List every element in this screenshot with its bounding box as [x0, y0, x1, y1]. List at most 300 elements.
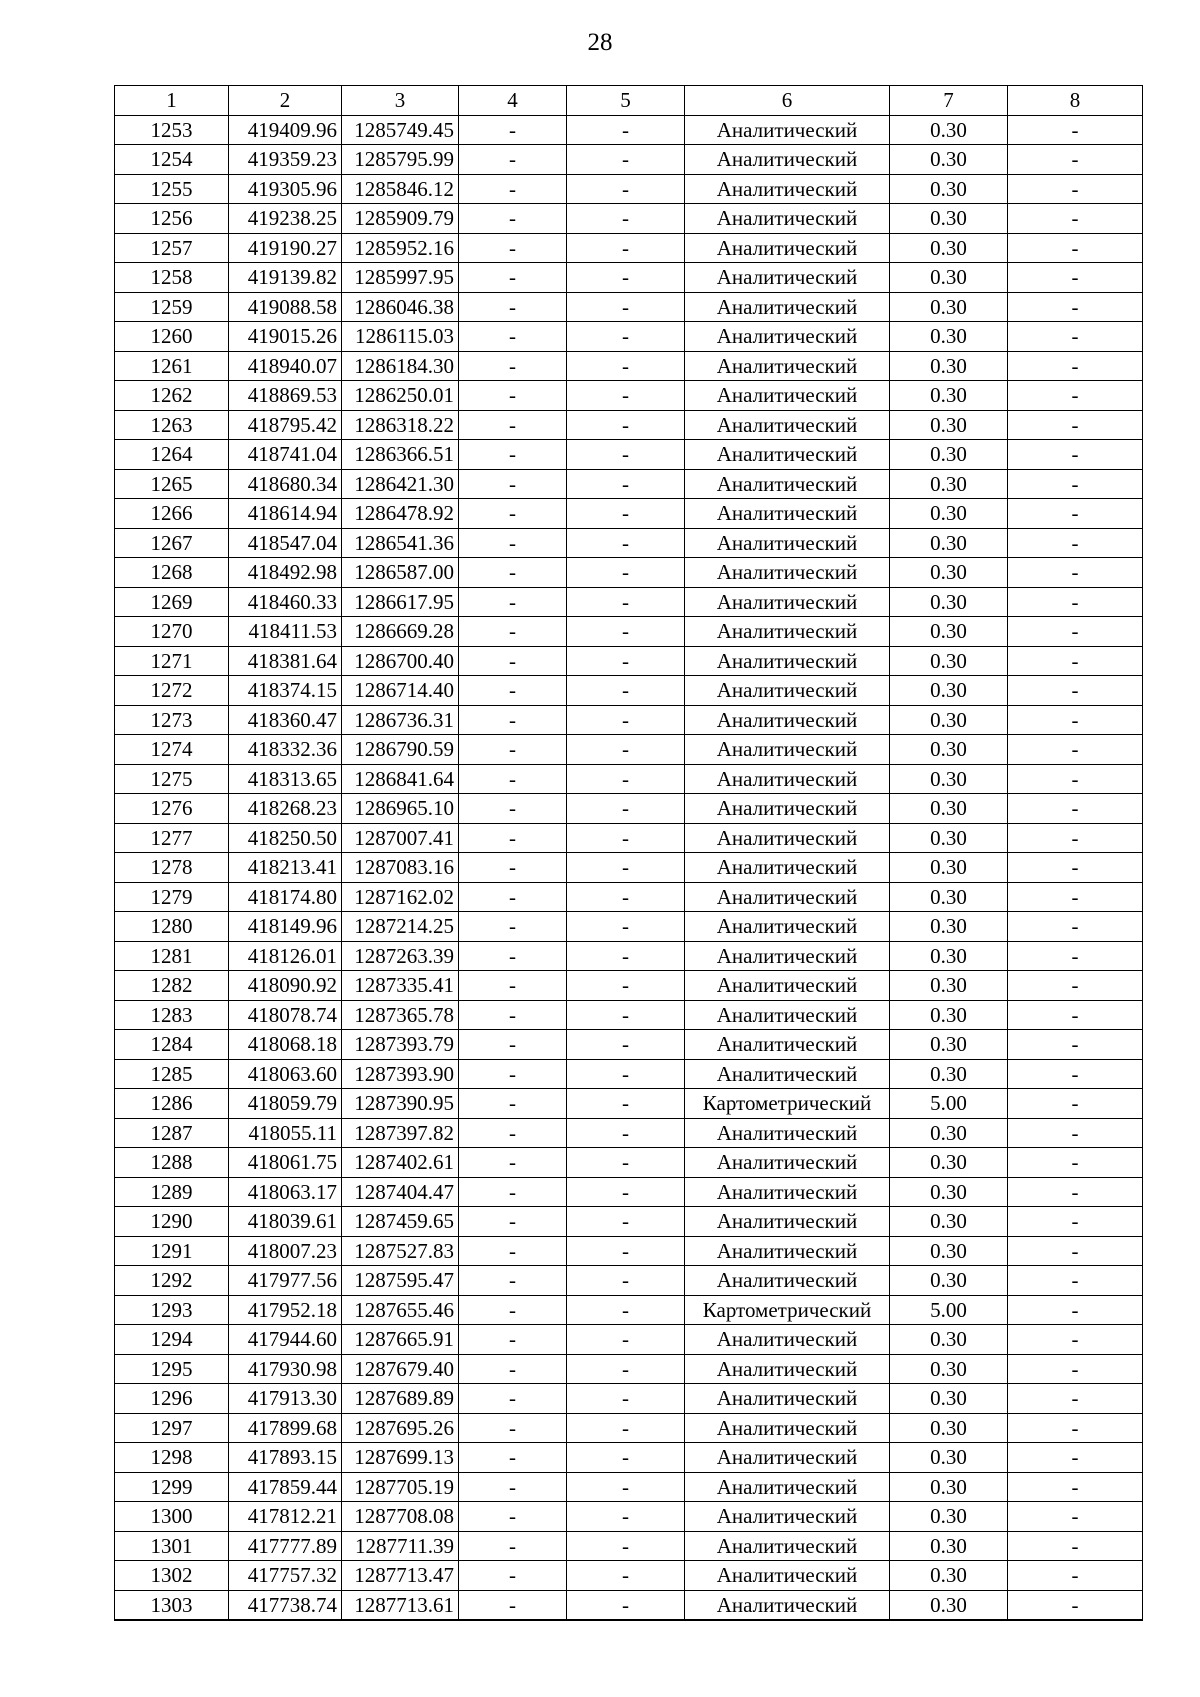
table-row — [115, 410, 1143, 440]
method-cell: Аналитический — [685, 1148, 890, 1178]
column-8-cell: - — [1008, 676, 1143, 706]
accuracy-cell: 0.30 — [890, 115, 1008, 145]
point-number-cell: 1268 — [115, 558, 229, 588]
column-8-cell: - — [1008, 440, 1143, 470]
column-4-cell: - — [459, 764, 567, 794]
accuracy-cell: 5.00 — [890, 1295, 1008, 1325]
y-coordinate-cell: 1285997.95 — [342, 263, 459, 293]
point-number-cell: 1266 — [115, 499, 229, 529]
table-row — [115, 499, 1143, 529]
column-4-cell: - — [459, 145, 567, 175]
x-coordinate-cell: 418007.23 — [229, 1236, 342, 1266]
accuracy-cell: 0.30 — [890, 1118, 1008, 1148]
column-5-cell: - — [567, 1030, 685, 1060]
column-8-cell: - — [1008, 322, 1143, 352]
column-4-cell: - — [459, 705, 567, 735]
column-4-cell: - — [459, 528, 567, 558]
y-coordinate-cell: 1287083.16 — [342, 853, 459, 883]
point-number-cell: 1281 — [115, 941, 229, 971]
y-coordinate-cell: 1287162.02 — [342, 882, 459, 912]
column-8-cell: - — [1008, 469, 1143, 499]
column-4-cell: - — [459, 1502, 567, 1532]
y-coordinate-cell: 1286965.10 — [342, 794, 459, 824]
column-8-cell: - — [1008, 912, 1143, 942]
x-coordinate-cell: 419238.25 — [229, 204, 342, 234]
method-cell: Аналитический — [685, 1000, 890, 1030]
table-row — [115, 1590, 1143, 1620]
method-cell: Аналитический — [685, 351, 890, 381]
point-number-cell: 1299 — [115, 1472, 229, 1502]
method-cell: Аналитический — [685, 115, 890, 145]
method-cell: Аналитический — [685, 794, 890, 824]
column-header: 8 — [1008, 86, 1143, 116]
method-cell: Картометрический — [685, 1295, 890, 1325]
point-number-cell: 1267 — [115, 528, 229, 558]
method-cell: Аналитический — [685, 1030, 890, 1060]
x-coordinate-cell: 417930.98 — [229, 1354, 342, 1384]
accuracy-cell: 0.30 — [890, 322, 1008, 352]
y-coordinate-cell: 1287335.41 — [342, 971, 459, 1001]
point-number-cell: 1280 — [115, 912, 229, 942]
column-8-cell: - — [1008, 971, 1143, 1001]
column-8-cell: - — [1008, 145, 1143, 175]
y-coordinate-cell: 1285952.16 — [342, 233, 459, 263]
accuracy-cell: 0.30 — [890, 676, 1008, 706]
column-8-cell: - — [1008, 1089, 1143, 1119]
column-8-cell: - — [1008, 1030, 1143, 1060]
accuracy-cell: 0.30 — [890, 469, 1008, 499]
column-4-cell: - — [459, 1561, 567, 1591]
x-coordinate-cell: 418374.15 — [229, 676, 342, 706]
x-coordinate-cell: 418547.04 — [229, 528, 342, 558]
method-cell: Аналитический — [685, 941, 890, 971]
column-8-cell: - — [1008, 292, 1143, 322]
column-8-cell: - — [1008, 499, 1143, 529]
x-coordinate-cell: 417859.44 — [229, 1472, 342, 1502]
y-coordinate-cell: 1287713.61 — [342, 1590, 459, 1620]
column-4-cell: - — [459, 440, 567, 470]
column-4-cell: - — [459, 174, 567, 204]
y-coordinate-cell: 1287699.13 — [342, 1443, 459, 1473]
point-number-cell: 1259 — [115, 292, 229, 322]
method-cell: Аналитический — [685, 440, 890, 470]
method-cell: Аналитический — [685, 263, 890, 293]
x-coordinate-cell: 419359.23 — [229, 145, 342, 175]
point-number-cell: 1262 — [115, 381, 229, 411]
table-row — [115, 558, 1143, 588]
point-number-cell: 1287 — [115, 1118, 229, 1148]
column-5-cell: - — [567, 1354, 685, 1384]
x-coordinate-cell: 419015.26 — [229, 322, 342, 352]
accuracy-cell: 0.30 — [890, 233, 1008, 263]
column-5-cell: - — [567, 1000, 685, 1030]
column-5-cell: - — [567, 1443, 685, 1473]
column-8-cell: - — [1008, 646, 1143, 676]
column-4-cell: - — [459, 1236, 567, 1266]
table-row — [115, 617, 1143, 647]
column-5-cell: - — [567, 941, 685, 971]
column-header: 6 — [685, 86, 890, 116]
column-4-cell: - — [459, 1000, 567, 1030]
point-number-cell: 1253 — [115, 115, 229, 145]
method-cell: Аналитический — [685, 499, 890, 529]
column-4-cell: - — [459, 1472, 567, 1502]
y-coordinate-cell: 1287214.25 — [342, 912, 459, 942]
table-row — [115, 292, 1143, 322]
table-row — [115, 174, 1143, 204]
column-5-cell: - — [567, 735, 685, 765]
accuracy-cell: 0.30 — [890, 499, 1008, 529]
y-coordinate-cell: 1286046.38 — [342, 292, 459, 322]
accuracy-cell: 0.30 — [890, 1059, 1008, 1089]
accuracy-cell: 0.30 — [890, 145, 1008, 175]
column-8-cell: - — [1008, 882, 1143, 912]
column-4-cell: - — [459, 233, 567, 263]
column-4-cell: - — [459, 499, 567, 529]
method-cell: Аналитический — [685, 469, 890, 499]
column-8-cell: - — [1008, 1354, 1143, 1384]
y-coordinate-cell: 1287365.78 — [342, 1000, 459, 1030]
table-row — [115, 823, 1143, 853]
x-coordinate-cell: 418313.65 — [229, 764, 342, 794]
accuracy-cell: 0.30 — [890, 882, 1008, 912]
table-row — [115, 469, 1143, 499]
x-coordinate-cell: 418090.92 — [229, 971, 342, 1001]
point-number-cell: 1294 — [115, 1325, 229, 1355]
y-coordinate-cell: 1287689.89 — [342, 1384, 459, 1414]
y-coordinate-cell: 1287705.19 — [342, 1472, 459, 1502]
x-coordinate-cell: 417899.68 — [229, 1413, 342, 1443]
column-8-cell: - — [1008, 204, 1143, 234]
column-4-cell: - — [459, 410, 567, 440]
column-5-cell: - — [567, 322, 685, 352]
y-coordinate-cell: 1287695.26 — [342, 1413, 459, 1443]
table-row — [115, 1325, 1143, 1355]
table-row — [115, 1472, 1143, 1502]
point-number-cell: 1300 — [115, 1502, 229, 1532]
column-4-cell: - — [459, 263, 567, 293]
y-coordinate-cell: 1286669.28 — [342, 617, 459, 647]
column-5-cell: - — [567, 853, 685, 883]
x-coordinate-cell: 419409.96 — [229, 115, 342, 145]
y-coordinate-cell: 1287708.08 — [342, 1502, 459, 1532]
accuracy-cell: 5.00 — [890, 1089, 1008, 1119]
accuracy-cell: 0.30 — [890, 1472, 1008, 1502]
table-row — [115, 1384, 1143, 1414]
point-number-cell: 1277 — [115, 823, 229, 853]
x-coordinate-cell: 419088.58 — [229, 292, 342, 322]
column-8-cell: - — [1008, 174, 1143, 204]
point-number-cell: 1302 — [115, 1561, 229, 1591]
column-4-cell: - — [459, 322, 567, 352]
point-number-cell: 1301 — [115, 1531, 229, 1561]
column-8-cell: - — [1008, 1413, 1143, 1443]
method-cell: Аналитический — [685, 1561, 890, 1591]
column-5-cell: - — [567, 1177, 685, 1207]
x-coordinate-cell: 417777.89 — [229, 1531, 342, 1561]
column-4-cell: - — [459, 1531, 567, 1561]
column-8-cell: - — [1008, 1472, 1143, 1502]
table-row — [115, 587, 1143, 617]
method-cell: Аналитический — [685, 322, 890, 352]
accuracy-cell: 0.30 — [890, 1000, 1008, 1030]
accuracy-cell: 0.30 — [890, 1236, 1008, 1266]
column-8-cell: - — [1008, 410, 1143, 440]
y-coordinate-cell: 1286115.03 — [342, 322, 459, 352]
column-5-cell: - — [567, 351, 685, 381]
y-coordinate-cell: 1287397.82 — [342, 1118, 459, 1148]
x-coordinate-cell: 418680.34 — [229, 469, 342, 499]
point-number-cell: 1298 — [115, 1443, 229, 1473]
y-coordinate-cell: 1287713.47 — [342, 1561, 459, 1591]
column-5-cell: - — [567, 440, 685, 470]
y-coordinate-cell: 1287402.61 — [342, 1148, 459, 1178]
accuracy-cell: 0.30 — [890, 351, 1008, 381]
column-8-cell: - — [1008, 263, 1143, 293]
x-coordinate-cell: 418213.41 — [229, 853, 342, 883]
method-cell: Аналитический — [685, 1325, 890, 1355]
x-coordinate-cell: 418061.75 — [229, 1148, 342, 1178]
table-row — [115, 1413, 1143, 1443]
point-number-cell: 1263 — [115, 410, 229, 440]
point-number-cell: 1260 — [115, 322, 229, 352]
point-number-cell: 1292 — [115, 1266, 229, 1296]
table-row — [115, 1177, 1143, 1207]
y-coordinate-cell: 1287390.95 — [342, 1089, 459, 1119]
table-row — [115, 1089, 1143, 1119]
y-coordinate-cell: 1287404.47 — [342, 1177, 459, 1207]
point-number-cell: 1285 — [115, 1059, 229, 1089]
column-header: 7 — [890, 86, 1008, 116]
column-4-cell: - — [459, 941, 567, 971]
column-8-cell: - — [1008, 233, 1143, 263]
method-cell: Аналитический — [685, 587, 890, 617]
column-4-cell: - — [459, 1148, 567, 1178]
point-number-cell: 1264 — [115, 440, 229, 470]
column-8-cell: - — [1008, 1325, 1143, 1355]
column-4-cell: - — [459, 1413, 567, 1443]
column-5-cell: - — [567, 381, 685, 411]
method-cell: Аналитический — [685, 971, 890, 1001]
column-8-cell: - — [1008, 794, 1143, 824]
column-5-cell: - — [567, 1472, 685, 1502]
column-5-cell: - — [567, 882, 685, 912]
accuracy-cell: 0.30 — [890, 1354, 1008, 1384]
column-4-cell: - — [459, 1266, 567, 1296]
column-8-cell: - — [1008, 853, 1143, 883]
method-cell: Аналитический — [685, 1059, 890, 1089]
point-number-cell: 1288 — [115, 1148, 229, 1178]
column-8-cell: - — [1008, 1000, 1143, 1030]
x-coordinate-cell: 418149.96 — [229, 912, 342, 942]
y-coordinate-cell: 1286841.64 — [342, 764, 459, 794]
table-row — [115, 735, 1143, 765]
y-coordinate-cell: 1286366.51 — [342, 440, 459, 470]
accuracy-cell: 0.30 — [890, 528, 1008, 558]
column-4-cell: - — [459, 1384, 567, 1414]
y-coordinate-cell: 1287595.47 — [342, 1266, 459, 1296]
column-8-cell: - — [1008, 115, 1143, 145]
y-coordinate-cell: 1286587.00 — [342, 558, 459, 588]
column-5-cell: - — [567, 912, 685, 942]
column-4-cell: - — [459, 735, 567, 765]
point-number-cell: 1286 — [115, 1089, 229, 1119]
column-5-cell: - — [567, 145, 685, 175]
point-number-cell: 1303 — [115, 1590, 229, 1620]
page-number: 28 — [587, 29, 613, 56]
method-cell: Аналитический — [685, 1472, 890, 1502]
x-coordinate-cell: 417893.15 — [229, 1443, 342, 1473]
point-number-cell: 1282 — [115, 971, 229, 1001]
y-coordinate-cell: 1286541.36 — [342, 528, 459, 558]
accuracy-cell: 0.30 — [890, 1325, 1008, 1355]
y-coordinate-cell: 1287679.40 — [342, 1354, 459, 1384]
column-8-cell: - — [1008, 764, 1143, 794]
column-8-cell: - — [1008, 1561, 1143, 1591]
accuracy-cell: 0.30 — [890, 735, 1008, 765]
column-5-cell: - — [567, 1413, 685, 1443]
column-8-cell: - — [1008, 528, 1143, 558]
y-coordinate-cell: 1286617.95 — [342, 587, 459, 617]
column-5-cell: - — [567, 263, 685, 293]
accuracy-cell: 0.30 — [890, 823, 1008, 853]
column-8-cell: - — [1008, 1502, 1143, 1532]
accuracy-cell: 0.30 — [890, 1207, 1008, 1237]
point-number-cell: 1279 — [115, 882, 229, 912]
table-row — [115, 1207, 1143, 1237]
table-row — [115, 705, 1143, 735]
accuracy-cell: 0.30 — [890, 941, 1008, 971]
y-coordinate-cell: 1286700.40 — [342, 646, 459, 676]
column-4-cell: - — [459, 1089, 567, 1119]
accuracy-cell: 0.30 — [890, 263, 1008, 293]
column-header: 1 — [115, 86, 229, 116]
x-coordinate-cell: 418068.18 — [229, 1030, 342, 1060]
column-4-cell: - — [459, 882, 567, 912]
accuracy-cell: 0.30 — [890, 617, 1008, 647]
column-5-cell: - — [567, 646, 685, 676]
x-coordinate-cell: 417738.74 — [229, 1590, 342, 1620]
column-8-cell: - — [1008, 1443, 1143, 1473]
x-coordinate-cell: 418795.42 — [229, 410, 342, 440]
column-5-cell: - — [567, 1236, 685, 1266]
column-4-cell: - — [459, 115, 567, 145]
point-number-cell: 1289 — [115, 1177, 229, 1207]
column-5-cell: - — [567, 764, 685, 794]
column-4-cell: - — [459, 1295, 567, 1325]
x-coordinate-cell: 418381.64 — [229, 646, 342, 676]
method-cell: Аналитический — [685, 410, 890, 440]
x-coordinate-cell: 418869.53 — [229, 381, 342, 411]
x-coordinate-cell: 418126.01 — [229, 941, 342, 971]
accuracy-cell: 0.30 — [890, 853, 1008, 883]
column-8-cell: - — [1008, 1266, 1143, 1296]
accuracy-cell: 0.30 — [890, 1502, 1008, 1532]
column-8-cell: - — [1008, 823, 1143, 853]
column-8-cell: - — [1008, 558, 1143, 588]
table-header-row — [115, 86, 1143, 116]
method-cell: Аналитический — [685, 1177, 890, 1207]
x-coordinate-cell: 418492.98 — [229, 558, 342, 588]
table-row — [115, 1561, 1143, 1591]
table-row — [115, 381, 1143, 411]
column-4-cell: - — [459, 1207, 567, 1237]
accuracy-cell: 0.30 — [890, 1384, 1008, 1414]
method-cell: Аналитический — [685, 882, 890, 912]
accuracy-cell: 0.30 — [890, 1590, 1008, 1620]
table-row — [115, 853, 1143, 883]
x-coordinate-cell: 418039.61 — [229, 1207, 342, 1237]
column-5-cell: - — [567, 971, 685, 1001]
column-4-cell: - — [459, 1354, 567, 1384]
column-4-cell: - — [459, 1030, 567, 1060]
column-5-cell: - — [567, 1502, 685, 1532]
column-4-cell: - — [459, 676, 567, 706]
column-5-cell: - — [567, 1561, 685, 1591]
column-4-cell: - — [459, 469, 567, 499]
column-8-cell: - — [1008, 1148, 1143, 1178]
table-row — [115, 322, 1143, 352]
x-coordinate-cell: 418940.07 — [229, 351, 342, 381]
column-8-cell: - — [1008, 705, 1143, 735]
column-5-cell: - — [567, 1531, 685, 1561]
method-cell: Аналитический — [685, 676, 890, 706]
y-coordinate-cell: 1286790.59 — [342, 735, 459, 765]
accuracy-cell: 0.30 — [890, 794, 1008, 824]
table-row — [115, 1531, 1143, 1561]
method-cell: Аналитический — [685, 1413, 890, 1443]
method-cell: Аналитический — [685, 853, 890, 883]
y-coordinate-cell: 1287711.39 — [342, 1531, 459, 1561]
accuracy-cell: 0.30 — [890, 292, 1008, 322]
method-cell: Аналитический — [685, 1207, 890, 1237]
table-row — [115, 1502, 1143, 1532]
x-coordinate-cell: 418063.17 — [229, 1177, 342, 1207]
column-4-cell: - — [459, 912, 567, 942]
x-coordinate-cell: 417944.60 — [229, 1325, 342, 1355]
accuracy-cell: 0.30 — [890, 410, 1008, 440]
column-5-cell: - — [567, 558, 685, 588]
column-4-cell: - — [459, 351, 567, 381]
column-8-cell: - — [1008, 587, 1143, 617]
x-coordinate-cell: 418741.04 — [229, 440, 342, 470]
table-row — [115, 941, 1143, 971]
column-5-cell: - — [567, 528, 685, 558]
column-4-cell: - — [459, 558, 567, 588]
table-row — [115, 676, 1143, 706]
column-5-cell: - — [567, 1325, 685, 1355]
x-coordinate-cell: 419190.27 — [229, 233, 342, 263]
x-coordinate-cell: 418174.80 — [229, 882, 342, 912]
y-coordinate-cell: 1286184.30 — [342, 351, 459, 381]
accuracy-cell: 0.30 — [890, 1413, 1008, 1443]
table-row — [115, 1266, 1143, 1296]
y-coordinate-cell: 1287527.83 — [342, 1236, 459, 1266]
column-8-cell: - — [1008, 617, 1143, 647]
y-coordinate-cell: 1285749.45 — [342, 115, 459, 145]
accuracy-cell: 0.30 — [890, 1148, 1008, 1178]
table-row — [115, 794, 1143, 824]
column-5-cell: - — [567, 1384, 685, 1414]
method-cell: Аналитический — [685, 381, 890, 411]
y-coordinate-cell: 1285795.99 — [342, 145, 459, 175]
table-row — [115, 528, 1143, 558]
accuracy-cell: 0.30 — [890, 381, 1008, 411]
table-row — [115, 764, 1143, 794]
column-4-cell: - — [459, 587, 567, 617]
table-row — [115, 1000, 1143, 1030]
x-coordinate-cell: 418332.36 — [229, 735, 342, 765]
